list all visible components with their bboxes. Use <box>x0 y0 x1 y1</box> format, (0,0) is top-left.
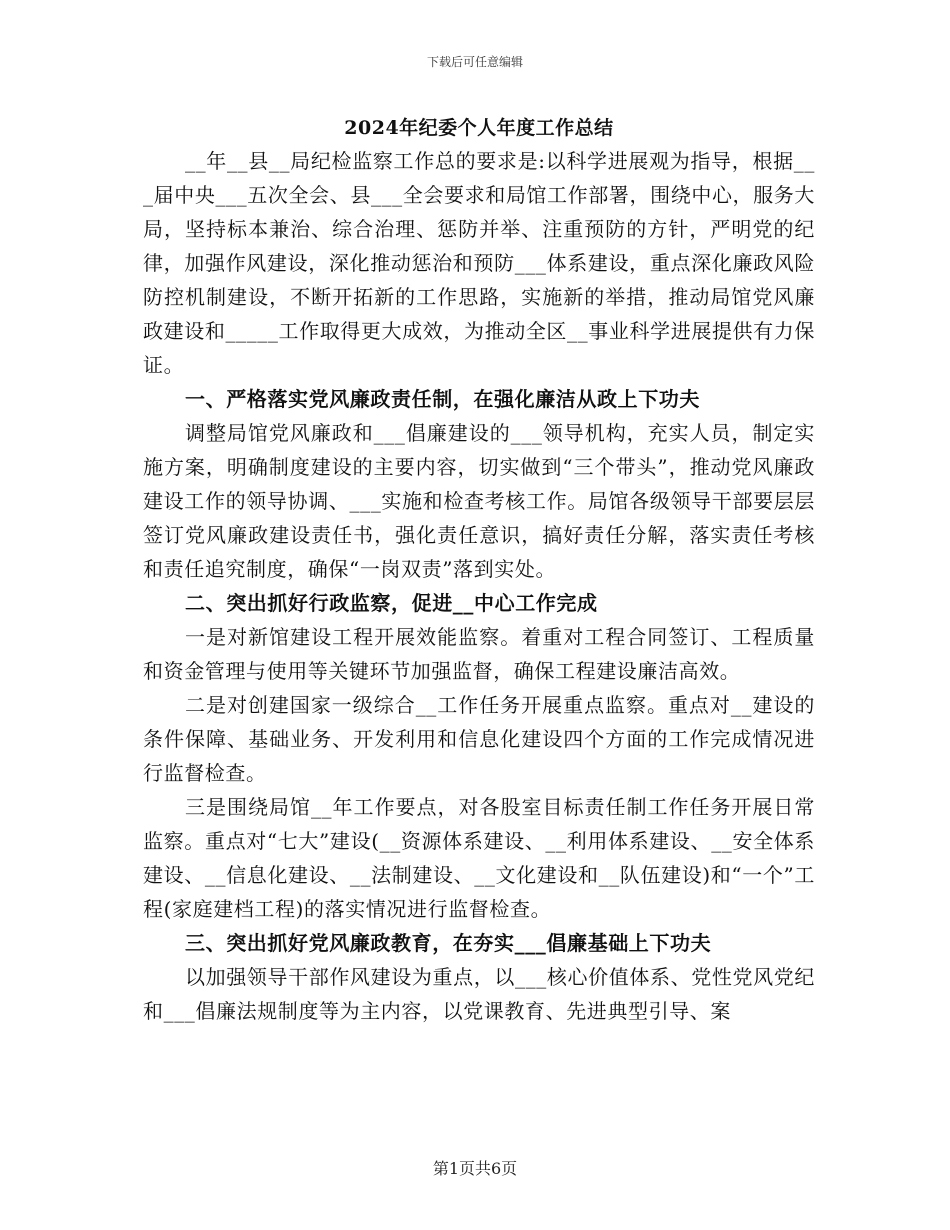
document-title: 2024年纪委个人年度工作总结 <box>344 117 614 139</box>
section-1-paragraph: 调整局馆党风廉政和___倡廉建设的___领导机构，充实人员，制定实施方案，明确制度建设的主要内容，切实做到“三个带头”，推动党风廉政建设工作的领导协调、___实施和检查考核工作。局馆各级领导干部要层层签订党风廉政建设责任书，强化责任意识，搞好责任分解，落实责任考核和责任追究制度，确保“一岗双责”落到实处。 <box>143 421 815 581</box>
intro-paragraph: __年__县__局纪检监察工作总的要求是:以科学进展观为指导，根据___届中央___五次全会、县___全会要求和局馆工作部署，围绕中心，服务大局，坚持标本兼治、综合治理、惩防并举、注重预防的方针，严明党的纪律，加强作风建设，深化推动惩治和预防___体系建设，重点深化廉政风险防控机制建设，不断开拓新的工作思路，实施新的举措，推动局馆党风廉政建设和_____工作取得更大成效，为推动全区__事业科学进展提供有力保证。 <box>143 149 815 377</box>
page-number: 第1页共6页 <box>432 1159 518 1178</box>
page-header-note: 下载后可任意编辑 <box>426 55 523 69</box>
section-2-paragraph-3: 三是围绕局馆__年工作要点，对各股室目标责任制工作任务开展日常监察。重点对“七大”建设(__资源体系建设、__利用体系建设、__安全体系建设、__信息化建设、__法制建设、__文化建设和__队伍建设)和“一个”工程(家庭建档工程)的落实情况进行监督检查。 <box>143 795 815 921</box>
section-2-paragraph-1: 一是对新馆建设工程开展效能监察。着重对工程合同签订、工程质量和资金管理与使用等关键环节加强监督，确保工程建设廉洁高效。 <box>143 625 815 683</box>
section-2-heading: 二、突出抓好行政监察，促进__中心工作完成 <box>185 591 598 615</box>
document-body <box>143 112 815 1028</box>
section-3-paragraph-1: 以加强领导干部作风建设为重点，以___核心价值体系、党性党风党纪和___倡廉法规制度等为主内容，以党课教育、先进典型引导、案 <box>143 965 815 1023</box>
section-3-heading: 三、突出抓好党风廉政教育，在夯实___倡廉基础上下功夫 <box>185 931 712 955</box>
section-1-heading: 一、严格落实党风廉政责任制，在强化廉洁从政上下功夫 <box>185 387 700 411</box>
section-2-paragraph-2: 二是对创建国家一级综合__工作任务开展重点监察。重点对__建设的条件保障、基础业务、开发利用和信息化建设四个方面的工作完成情况进行监督检查。 <box>143 693 815 785</box>
